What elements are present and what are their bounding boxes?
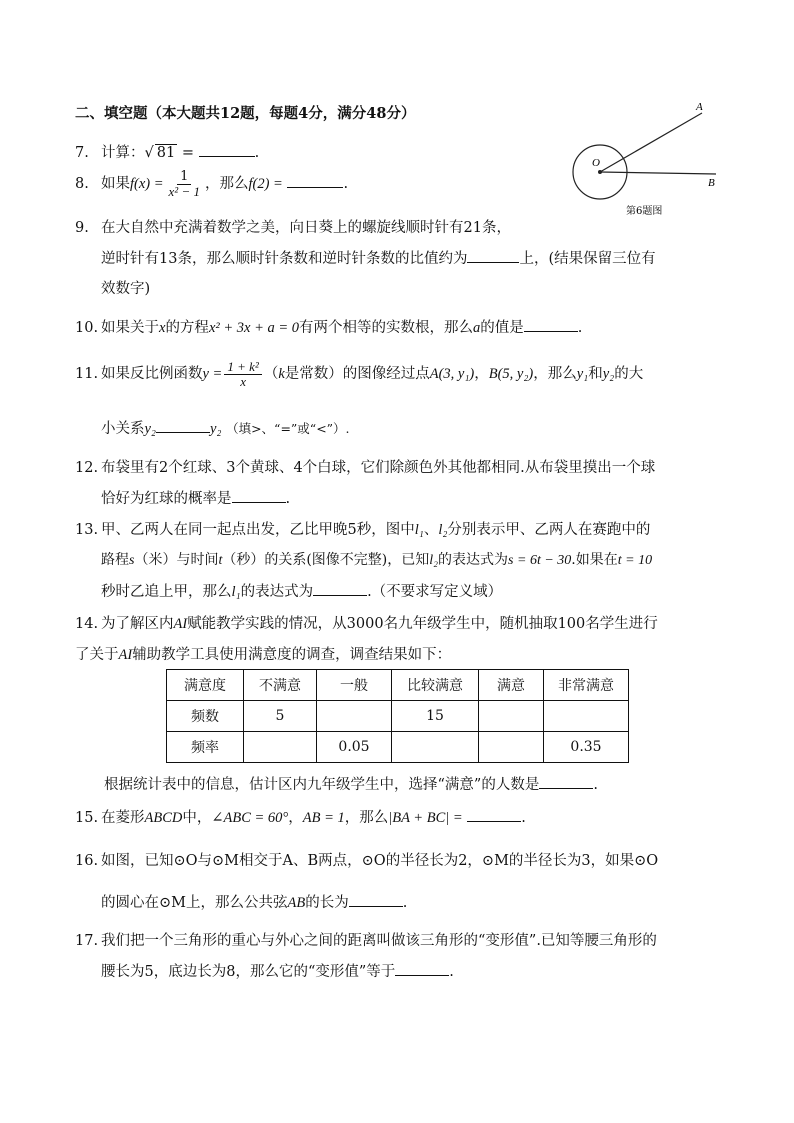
table-cell: 一般 xyxy=(317,670,392,701)
question-16-line2: 的圆心在⊙M上，那么公共弦AB的长为 . xyxy=(101,895,408,911)
table-cell: 15 xyxy=(392,701,479,732)
table-cell: 5 xyxy=(244,701,317,732)
question-9-line3: 效数字) xyxy=(101,281,151,297)
question-14-after: 根据统计表中的信息，估计区内九年级学生中，选择“满意”的人数是 . xyxy=(104,777,598,793)
question-14-line2: 了关于AI辅助教学工具使用满意度的调查，调查结果如下： xyxy=(75,647,452,663)
ray-ob xyxy=(600,172,716,174)
question-13-line2: 路程s（米）与时间t（秒）的关系(图像不完整)，已知l₂的表达式为s = 6t − 30.如果在t = 10 xyxy=(101,552,653,568)
question-17: 17. 我们把一个三角形的重心与外心之间的距离叫做该三角形的“变形值”.已知等腰三角形的 xyxy=(75,933,657,949)
section-title: 二、填空题（本大题共12题，每题4分，满分48分） xyxy=(75,105,416,122)
question-17-line2: 腰长为5，底边长为8，那么它的“变形值”等于 . xyxy=(101,964,454,980)
table-cell: 0.35 xyxy=(544,732,629,763)
question-13: 13. 甲、乙两人在同一起点出发，乙比甲晚5秒，图中l₁、l₂分别表示甲、乙两人在赛跑中的 xyxy=(75,522,651,538)
table-row xyxy=(167,701,629,732)
table-cell: 满意度 xyxy=(167,670,244,701)
question-11: 11. 如果反比例函数y = $\frac{\text{1 + k²}}{x}$ （k是常数）的图像经过点A(3, y₁)，B(5, y₂)，那么y₁和y₂的大 xyxy=(75,359,644,389)
label-b: B xyxy=(708,177,715,189)
table-cell: 不满意 xyxy=(244,670,317,701)
question-16: 16. 如图，已知⊙O与⊙M相交于A、B两点，⊙O的半径长为2，⊙M的半径长为3，如果⊙O xyxy=(75,853,659,869)
table-cell xyxy=(544,701,629,732)
question-15: 15. 在菱形ABCD中，∠ABC = 60°，AB = 1，那么|BA + BC| = . xyxy=(75,810,526,826)
center-point xyxy=(598,170,602,174)
question-12: 12. 布袋里有2个红球、3个黄球、4个白球，它们除颜色外其他都相同.从布袋里摸出一个球 xyxy=(75,460,656,476)
table-cell xyxy=(392,732,479,763)
table-cell: 满意 xyxy=(479,670,544,701)
table-cell: 比较满意 xyxy=(392,670,479,701)
table-cell xyxy=(479,701,544,732)
ray-oa xyxy=(600,113,702,172)
question-9: 9. 在大自然中充满着数学之美，向日葵上的螺旋线顺时针有21条， xyxy=(75,220,511,236)
table-cell: 0.05 xyxy=(317,732,392,763)
question-11-line2: 小关系y₂ y₂ （填>、“=”或“<”）. xyxy=(101,421,350,437)
table-cell: 非常满意 xyxy=(544,670,629,701)
table-cell xyxy=(244,732,317,763)
label-o: O xyxy=(592,157,600,169)
label-a: A xyxy=(696,101,703,113)
satisfaction-table xyxy=(166,669,629,763)
question-9-line2: 逆时针有13条，那么顺时针条数和逆时针条数的比值约为 上，(结果保留三位有 xyxy=(101,251,656,267)
table-cell xyxy=(479,732,544,763)
question-10: 10. 如果关于x的方程x² + 3x + a = 0有两个相等的实数根，那么a的值是 . xyxy=(75,320,583,336)
question-7: 7. 计算：√ 81 = . xyxy=(75,145,260,161)
question-12-line2: 恰好为红球的概率是 . xyxy=(101,491,291,507)
question-13-line3: 秒时乙追上甲，那么l₁的表达式为 .（不要求写定义域） xyxy=(101,584,503,600)
table-cell xyxy=(317,701,392,732)
table-header-row xyxy=(167,670,629,701)
question-8: 8. 如果f(x) = $\frac{1}{\text{x² − 1}}$ ，那么f(2) = . xyxy=(75,169,349,199)
figure-circle-lines xyxy=(560,94,730,219)
table-row xyxy=(167,732,629,763)
figure-caption: 第6题图 xyxy=(626,206,663,217)
table-cell: 频率 xyxy=(167,732,244,763)
question-14: 14. 为了解区内AI赋能教学实践的情况，从3000名九年级学生中，随机抽取100名学生进行 xyxy=(75,616,658,632)
table-cell: 频数 xyxy=(167,701,244,732)
